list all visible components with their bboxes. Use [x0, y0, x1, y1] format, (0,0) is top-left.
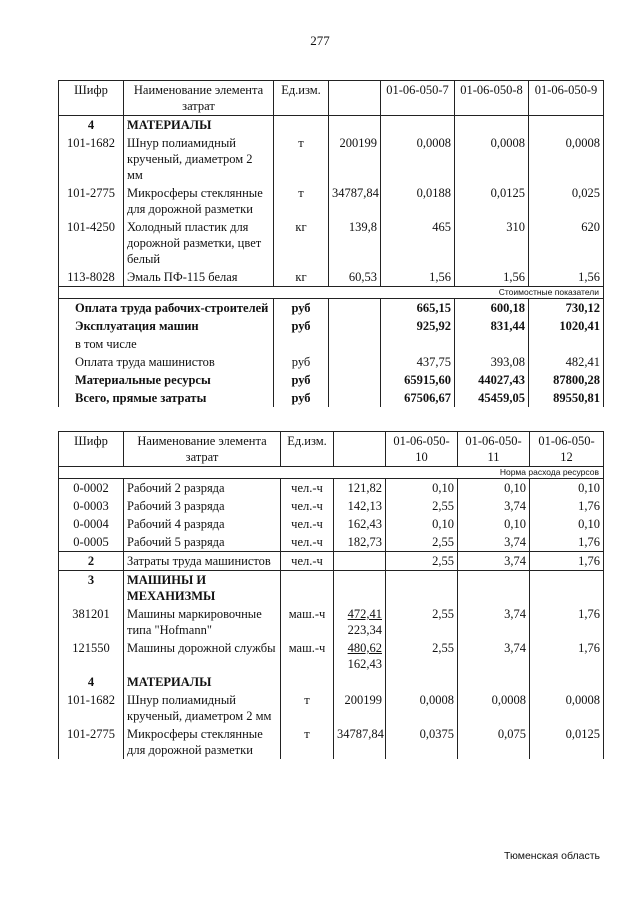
- table-row: [59, 533, 604, 552]
- cost-unit: руб: [274, 317, 329, 335]
- row-name: Холодный пластик для дорожной разметки, цвет белый: [124, 218, 274, 268]
- row-name: Затраты труда машинистов: [124, 552, 281, 571]
- cost-value-3: 87800,28: [529, 371, 604, 389]
- table-row: [59, 134, 604, 184]
- price-main: 472,41: [347, 607, 382, 621]
- row-price: 34787,84: [334, 725, 386, 759]
- row-price: [334, 639, 386, 673]
- cost-price-empty: [329, 335, 381, 353]
- row-price: 200199: [329, 134, 381, 184]
- table-row: [59, 691, 604, 725]
- row-value-2: 3,74: [458, 639, 530, 673]
- row-unit: т: [281, 691, 334, 725]
- cost-unit: руб: [274, 371, 329, 389]
- row-unit: т: [281, 725, 334, 759]
- row-value-3: 1,76: [530, 497, 604, 515]
- row-value-1: 2,55: [386, 533, 458, 552]
- row-unit: маш.-ч: [281, 639, 334, 673]
- row-value-1: 0,0188: [381, 184, 455, 218]
- cost-name: Оплата труда рабочих-строителей: [59, 299, 274, 318]
- header-col-2: 01-06-050-11: [458, 432, 530, 467]
- section-number: 3: [59, 571, 124, 606]
- section-title: МАТЕРИАЛЫ: [124, 673, 281, 691]
- table-row: [59, 218, 604, 268]
- section-number: 4: [59, 116, 124, 135]
- row-price: 60,53: [329, 268, 381, 287]
- row-value-3: 0,10: [530, 515, 604, 533]
- row-value-1: 465: [381, 218, 455, 268]
- cost-value-1: [381, 335, 455, 353]
- row-code: 381201: [59, 605, 124, 639]
- cost-value-3: 730,12: [529, 299, 604, 318]
- row-value-2: 0,0125: [455, 184, 529, 218]
- row-value-1: 0,0008: [386, 691, 458, 725]
- table-header-row: [59, 81, 604, 116]
- table-row: [59, 515, 604, 533]
- row-value-1: 2,55: [386, 497, 458, 515]
- header-unit: Ед.изм.: [281, 432, 334, 467]
- row-value-2: 3,74: [458, 533, 530, 552]
- row-name: Шнур полиамидный крученый, диаметром 2 мм: [124, 134, 274, 184]
- price-main: 480,62: [347, 641, 382, 655]
- row-code: 101-2775: [59, 725, 124, 759]
- row-value-1: 0,10: [386, 515, 458, 533]
- row-name: Машины маркировочные типа "Hofmann": [124, 605, 281, 639]
- table-header-row: [59, 432, 604, 467]
- cost-value-2: 45459,05: [455, 389, 529, 407]
- row-value-1: 2,55: [386, 639, 458, 673]
- row-name: Рабочий 2 разряда: [124, 479, 281, 498]
- machines-list: [59, 605, 604, 673]
- cost-value-3: 89550,81: [529, 389, 604, 407]
- cost-row: [59, 317, 604, 335]
- row-value-2: 1,56: [455, 268, 529, 287]
- header-code: Шифр: [59, 432, 124, 467]
- cost-row: [59, 299, 604, 318]
- cost-unit: [274, 335, 329, 353]
- row-name: Рабочий 3 разряда: [124, 497, 281, 515]
- row-value-2: 0,0008: [455, 134, 529, 184]
- row-value-3: 620: [529, 218, 604, 268]
- row-code: 0-0002: [59, 479, 124, 498]
- header-price: [329, 81, 381, 116]
- row-value-2: 0,10: [458, 515, 530, 533]
- header-col-2: 01-06-050-8: [455, 81, 529, 116]
- header-unit: Ед.изм.: [274, 81, 329, 116]
- table-row: [59, 639, 604, 673]
- section-number: 4: [59, 673, 124, 691]
- table-row: [59, 479, 604, 498]
- cost-row: [59, 371, 604, 389]
- row-price: [334, 552, 386, 571]
- cost-name: Эксплуатация машин: [59, 317, 274, 335]
- row-price: 162,43: [334, 515, 386, 533]
- row-code: 0-0004: [59, 515, 124, 533]
- header-name: Наименование элемента затрат: [124, 81, 274, 116]
- cost-value-1: 665,15: [381, 299, 455, 318]
- cost-value-1: 925,92: [381, 317, 455, 335]
- cost-value-3: 482,41: [529, 353, 604, 371]
- footer-region: Тюменская область: [504, 850, 600, 862]
- cost-value-1: 67506,67: [381, 389, 455, 407]
- row-name: Рабочий 5 разряда: [124, 533, 281, 552]
- row-name: Рабочий 4 разряда: [124, 515, 281, 533]
- page-number: 277: [310, 33, 330, 48]
- row-value-1: 2,55: [386, 605, 458, 639]
- row-code: 2: [59, 552, 124, 571]
- cost-unit: руб: [274, 353, 329, 371]
- row-value-3: 1,56: [529, 268, 604, 287]
- header-name: Наименование элемента затрат: [124, 432, 281, 467]
- cost-name: Оплата труда машинистов: [59, 353, 274, 371]
- row-value-2: 3,74: [458, 497, 530, 515]
- row-value-3: 0,025: [529, 184, 604, 218]
- row-value-2: 0,10: [458, 479, 530, 498]
- row-value-2: 310: [455, 218, 529, 268]
- price-secondary: 162,43: [347, 657, 382, 671]
- cost-value-2: [455, 335, 529, 353]
- row-code: 101-4250: [59, 218, 124, 268]
- row-unit: т: [274, 134, 329, 184]
- row-value-1: 0,10: [386, 479, 458, 498]
- section-title: МАТЕРИАЛЫ: [124, 116, 274, 135]
- resource-table-1: [58, 80, 604, 407]
- row-unit: чел.-ч: [281, 479, 334, 498]
- row-value-2: 3,74: [458, 552, 530, 571]
- row-name: Микросферы стеклянные для дорожной разметки: [124, 184, 274, 218]
- row-code: 101-1682: [59, 134, 124, 184]
- row-unit: т: [274, 184, 329, 218]
- row-unit: маш.-ч: [281, 605, 334, 639]
- cost-label: Стоимостные показатели: [59, 287, 604, 299]
- cost-price-empty: [329, 299, 381, 318]
- cost-name: в том числе: [59, 335, 274, 353]
- header-col-3: 01-06-050-9: [529, 81, 604, 116]
- cost-price-empty: [329, 353, 381, 371]
- row-code: 101-2775: [59, 184, 124, 218]
- cost-unit: руб: [274, 389, 329, 407]
- row-value-3: 1,76: [530, 552, 604, 571]
- norm-label: Норма расхода ресурсов: [59, 467, 604, 479]
- row-name: Эмаль ПФ-115 белая: [124, 268, 274, 287]
- row-value-2: 0,0008: [458, 691, 530, 725]
- row-price: 142,13: [334, 497, 386, 515]
- row-value-1: 2,55: [386, 552, 458, 571]
- cost-price-empty: [329, 371, 381, 389]
- machinists-row: [59, 552, 604, 571]
- row-code: 0-0005: [59, 533, 124, 552]
- table-row: [59, 725, 604, 759]
- row-price: 182,73: [334, 533, 386, 552]
- cost-value-3: [529, 335, 604, 353]
- cost-name: Материальные ресурсы: [59, 371, 274, 389]
- row-value-1: 1,56: [381, 268, 455, 287]
- row-code: 101-1682: [59, 691, 124, 725]
- cost-price-empty: [329, 317, 381, 335]
- section-row: [59, 673, 604, 691]
- row-value-2: 3,74: [458, 605, 530, 639]
- section-row: [59, 571, 604, 606]
- norm-label-row: [59, 467, 604, 479]
- cost-value-2: 44027,43: [455, 371, 529, 389]
- row-value-3: 0,0125: [530, 725, 604, 759]
- header-col-1: 01-06-050-7: [381, 81, 455, 116]
- row-price: [334, 605, 386, 639]
- header-col-3: 01-06-050-12: [530, 432, 604, 467]
- cost-value-2: 831,44: [455, 317, 529, 335]
- section-row: [59, 116, 604, 135]
- costs-list: [59, 299, 604, 408]
- row-name: Шнур полиамидный крученый, диаметром 2 мм: [124, 691, 281, 725]
- row-code: 121550: [59, 639, 124, 673]
- cost-unit: руб: [274, 299, 329, 318]
- row-unit: чел.-ч: [281, 552, 334, 571]
- row-unit: чел.-ч: [281, 533, 334, 552]
- cost-row: [59, 389, 604, 407]
- row-price: 200199: [334, 691, 386, 725]
- cost-label-row: [59, 287, 604, 299]
- row-value-3: 1,76: [530, 533, 604, 552]
- row-price: 139,8: [329, 218, 381, 268]
- header-code: Шифр: [59, 81, 124, 116]
- row-price: 121,82: [334, 479, 386, 498]
- row-unit: чел.-ч: [281, 497, 334, 515]
- row-unit: чел.-ч: [281, 515, 334, 533]
- row-unit: кг: [274, 268, 329, 287]
- row-value-3: 0,0008: [529, 134, 604, 184]
- row-value-3: 0,0008: [530, 691, 604, 725]
- cost-name: Всего, прямые затраты: [59, 389, 274, 407]
- row-value-2: 0,075: [458, 725, 530, 759]
- cost-price-empty: [329, 389, 381, 407]
- row-value-1: 0,0375: [386, 725, 458, 759]
- table-row: [59, 605, 604, 639]
- workers-list: [59, 479, 604, 552]
- price-secondary: 223,34: [347, 623, 382, 637]
- cost-value-1: 437,75: [381, 353, 455, 371]
- cost-row: [59, 353, 604, 371]
- header-price: [334, 432, 386, 467]
- row-value-3: 0,10: [530, 479, 604, 498]
- table-row: [59, 268, 604, 287]
- row-code: 113-8028: [59, 268, 124, 287]
- row-value-1: 0,0008: [381, 134, 455, 184]
- row-name: Машины дорожной службы: [124, 639, 281, 673]
- cost-value-2: 600,18: [455, 299, 529, 318]
- cost-value-3: 1020,41: [529, 317, 604, 335]
- row-name: Микросферы стеклянные для дорожной разметки: [124, 725, 281, 759]
- header-col-1: 01-06-050-10: [386, 432, 458, 467]
- cost-row: [59, 335, 604, 353]
- cost-value-1: 65915,60: [381, 371, 455, 389]
- table-row: [59, 184, 604, 218]
- cost-value-2: 393,08: [455, 353, 529, 371]
- resource-table-2: [58, 431, 604, 759]
- row-price: 34787,84: [329, 184, 381, 218]
- row-value-3: 1,76: [530, 605, 604, 639]
- table-row: [59, 497, 604, 515]
- row-unit: кг: [274, 218, 329, 268]
- materials-list: [59, 691, 604, 759]
- row-value-3: 1,76: [530, 639, 604, 673]
- materials-list: [59, 134, 604, 287]
- section-title: МАШИНЫ И МЕХАНИЗМЫ: [124, 571, 281, 606]
- row-code: 0-0003: [59, 497, 124, 515]
